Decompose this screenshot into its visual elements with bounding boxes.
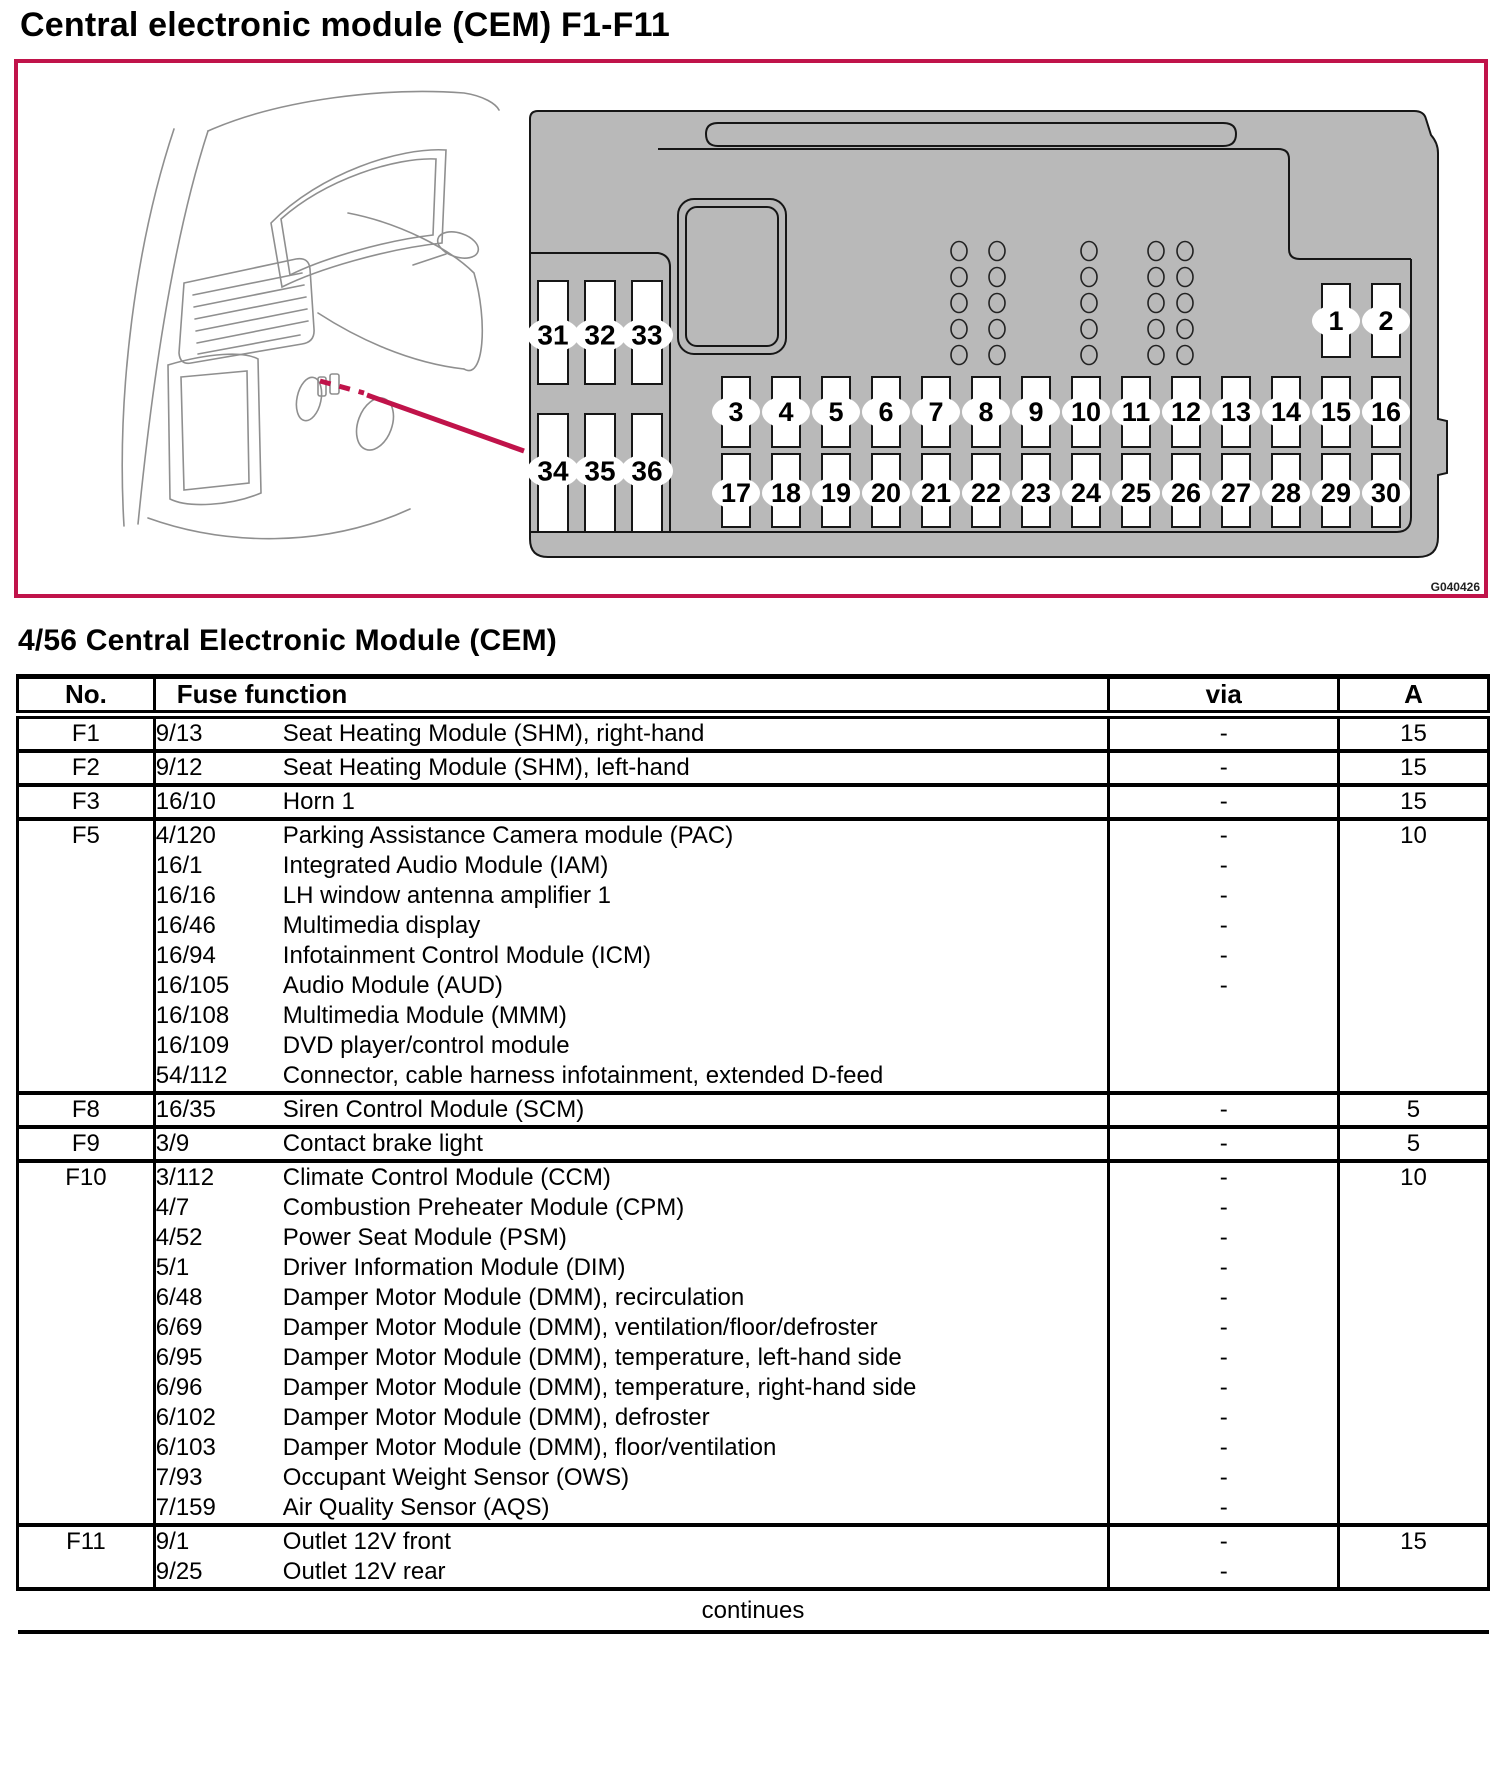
component-code: 16/108 [155,1002,230,1029]
fuse-function-line [156,1061,1108,1091]
fuse-number-cell: F2 [18,751,155,785]
section-title: 4/56 Central Electronic Module (CEM) [18,624,557,657]
component-code: 16/105 [155,972,230,999]
fuse-function-line [156,881,1108,911]
table-footer-row [18,1589,1489,1632]
via-value: - [1219,1404,1228,1431]
via-value: - [1219,972,1228,999]
component-description: Seat Heating Module (SHM), left-hand [282,754,690,781]
fuse-function-line [156,1031,1108,1061]
table-row [18,819,1489,1093]
component-code: 16/35 [155,1096,216,1123]
via-cell [1109,1525,1338,1589]
fuse-number-cell: F10 [18,1161,155,1525]
center-display-outline [181,371,249,490]
fuse-number-label: 14 [1270,397,1302,427]
stalk-line [413,254,446,265]
component-description: Audio Module (AUD) [282,972,503,999]
component-description: Multimedia Module (MMM) [282,1002,567,1029]
amperage-cell: 15 [1338,785,1488,819]
component-description: Power Seat Module (PSM) [282,1224,567,1251]
via-value: - [1219,1284,1228,1311]
fuse-number-label: 19 [820,478,852,508]
component-description: Air Quality Sensor (AQS) [282,1494,550,1521]
component-code: 7/159 [155,1494,216,1521]
fuse-function-cell [154,1161,1109,1525]
fuse-function-line [156,787,1108,817]
dash-top-line [208,92,499,131]
header-via: via [1109,677,1338,715]
center-vent-slats [193,273,308,354]
header-no: No. [18,677,155,715]
fuse-number-label: 9 [1028,397,1044,427]
via-value: - [1219,1164,1228,1191]
component-code: 16/16 [155,882,216,909]
fuse-number-label: 12 [1170,397,1202,427]
component-code: 3/112 [155,1164,215,1191]
fuse-function-line [156,1095,1108,1125]
fuse-number-label: 17 [720,478,752,508]
fuse-function-cell [154,785,1109,819]
component-code: 16/10 [155,788,216,815]
component-description: DVD player/control module [282,1032,570,1059]
fuse-function-line [156,1527,1108,1557]
via-value [1110,1001,1336,1031]
via-value: - [1219,1494,1228,1521]
via-value: - [1219,822,1228,849]
via-value: - [1219,1374,1228,1401]
component-description: Driver Information Module (DIM) [282,1254,626,1281]
fuse-function-line [156,1403,1108,1433]
continues-label: continues [18,1589,1489,1632]
fuse-function-line [156,1193,1108,1223]
fuse-function-cell [154,1127,1109,1161]
fuse-number-label: 25 [1120,478,1152,508]
via-cell [1109,785,1338,819]
table-header-row [18,677,1489,715]
via-value: - [1219,754,1228,781]
fuse-function-line [156,1557,1108,1587]
component-code: 7/93 [155,1464,203,1491]
via-cell [1109,1127,1338,1161]
component-code: 9/1 [155,1528,190,1555]
fuse-number-label: 28 [1270,478,1302,508]
fuse-number-label: 31 [537,319,569,351]
pointer-arrow-solid [367,395,524,451]
component-code: 6/48 [155,1284,203,1311]
fuse-number-label: 10 [1070,397,1102,427]
via-value: - [1219,1314,1228,1341]
fuse-number-cell: F11 [18,1525,155,1589]
component-description: Contact brake light [282,1130,483,1157]
component-code: 6/96 [155,1374,203,1401]
component-description: Damper Motor Module (DMM), defroster [282,1404,710,1431]
table-row [18,785,1489,819]
figure-frame [14,59,1488,598]
component-code: 9/25 [155,1558,203,1585]
fuse-number-label: 34 [537,455,569,487]
via-cell [1109,715,1338,752]
fuse-box-figure [18,63,1484,594]
component-description: Damper Motor Module (DMM), temperature, right-hand side [282,1374,917,1401]
via-value: - [1219,1130,1228,1157]
amperage-cell: 15 [1338,1525,1488,1589]
component-description: Outlet 12V front [282,1528,451,1555]
component-code: 4/52 [155,1224,203,1251]
fuse-function-line [156,1129,1108,1159]
via-value: - [1219,882,1228,909]
fuse-function-cell [154,715,1109,752]
cluster-opening-inner [281,159,436,275]
via-value: - [1219,912,1228,939]
component-code: 3/9 [155,1130,190,1157]
via-value: - [1219,1096,1228,1123]
component-description: Seat Heating Module (SHM), right-hand [282,720,705,747]
fuse-function-line [156,1433,1108,1463]
fuse-number-label: 36 [631,455,663,487]
fuse-function-line [156,1001,1108,1031]
fuse-function-line [156,1343,1108,1373]
component-description: Climate Control Module (CCM) [282,1164,611,1191]
via-value: - [1219,1464,1228,1491]
fuse-function-line [156,911,1108,941]
fuse-number-cell: F1 [18,715,155,752]
fuse-number-label: 6 [878,397,894,427]
fuse-function-line [156,719,1108,749]
fuse-table [16,674,1490,1634]
via-value: - [1219,1344,1228,1371]
fuse-number-label: 32 [584,319,616,351]
component-code: 9/12 [155,754,203,781]
fuse-function-line [156,1163,1108,1193]
amperage-cell: 5 [1338,1093,1488,1127]
component-code: 16/46 [155,912,216,939]
header-amp: A [1338,677,1488,715]
fuse-function-line [156,1283,1108,1313]
via-value: - [1219,942,1228,969]
via-value [1110,1031,1336,1061]
fuse-number-label: 24 [1070,478,1102,508]
component-description: Outlet 12V rear [282,1558,446,1585]
fuse-number-label: 30 [1370,478,1402,508]
component-description: Integrated Audio Module (IAM) [282,852,609,879]
cluster-opening-outer [271,150,446,287]
via-value: - [1219,1194,1228,1221]
component-code: 6/95 [155,1344,203,1371]
console-curve [318,313,464,369]
fuse-number-label: 3 [728,397,744,427]
fuse-number-label: 33 [631,319,663,351]
component-description: Multimedia display [282,912,481,939]
component-code: 16/1 [155,852,203,879]
fuse-number-label: 5 [828,397,844,427]
fuse-number-label: 15 [1320,397,1352,427]
via-cell [1109,751,1338,785]
dashboard-sketch [122,92,499,539]
fuse-number-cell: F3 [18,785,155,819]
component-description: Damper Motor Module (DMM), ventilation/floor/defroster [282,1314,878,1341]
amperage-cell: 5 [1338,1127,1488,1161]
fuse-function-line [156,1223,1108,1253]
table-row [18,1161,1489,1525]
fuse-function-line [156,1463,1108,1493]
steering-cowl-curve [348,213,482,371]
fuse-function-cell [154,1525,1109,1589]
fuse-function-line [156,1253,1108,1283]
fuse-function-line [156,821,1108,851]
component-description: Damper Motor Module (DMM), floor/ventilation [282,1434,777,1461]
fuse-number-label: 7 [928,397,944,427]
fuse-number-label: 4 [778,397,794,427]
fuse-number-label: 22 [970,478,1002,508]
figure-code: G040426 [1430,580,1480,594]
fuse-number-label: 20 [870,478,902,508]
component-code: 6/69 [155,1314,203,1341]
component-code: 16/109 [155,1032,230,1059]
table-row [18,1093,1489,1127]
component-description: LH window antenna amplifier 1 [282,882,611,909]
fuse-number-label: 23 [1020,478,1052,508]
fuse-number-label: 1 [1328,306,1344,336]
component-description: Infotainment Control Module (ICM) [282,942,651,969]
access-panel-slot-2 [330,374,339,394]
component-code: 4/120 [155,822,216,849]
fuse-function-line [156,971,1108,1001]
component-code: 16/94 [155,942,216,969]
via-value: - [1219,788,1228,815]
fuse-number-label: 18 [770,478,802,508]
fuse-function-line [156,941,1108,971]
fuse-number-label: 27 [1220,478,1252,508]
via-value: - [1219,852,1228,879]
fuse-function-cell [154,751,1109,785]
header-fuse-function: Fuse function [154,677,1109,715]
fuse-function-line [156,1373,1108,1403]
table-row [18,1127,1489,1161]
fuse-number-label: 16 [1370,397,1402,427]
component-description: Horn 1 [282,788,355,815]
fuse-function-line [156,1313,1108,1343]
amperage-cell: 15 [1338,751,1488,785]
component-description: Siren Control Module (SCM) [282,1096,585,1123]
component-code: 6/102 [155,1404,216,1431]
a-pillar-outer-line [122,129,174,526]
component-code: 9/13 [155,720,203,747]
fuse-function-cell [154,819,1109,1093]
component-description: Damper Motor Module (DMM), recirculation [282,1284,745,1311]
a-pillar-inner-line [138,131,208,524]
table-row [18,751,1489,785]
component-description: Occupant Weight Sensor (OWS) [282,1464,630,1491]
via-value: - [1219,1558,1228,1585]
component-description: Connector, cable harness infotainment, extended D-feed [282,1062,884,1089]
component-code: 5/1 [155,1254,190,1281]
fuse-number-label: 2 [1378,306,1394,336]
via-value [1110,1061,1336,1091]
fuse-function-line [156,753,1108,783]
fuse-number-label: 11 [1121,397,1151,427]
fuse-number-label: 8 [978,397,994,427]
component-code: 6/103 [155,1434,216,1461]
via-cell [1109,819,1338,1093]
fuse-number-label: 21 [920,478,952,508]
table-row [18,715,1489,752]
component-description: Parking Assistance Camera module (PAC) [282,822,734,849]
via-value: - [1219,1254,1228,1281]
via-value: - [1219,1434,1228,1461]
fuse-function-line [156,851,1108,881]
via-value: - [1219,1528,1228,1555]
table-row [18,1525,1489,1589]
ignition-cylinder [434,227,481,263]
amperage-cell: 10 [1338,1161,1488,1525]
fuse-number-label: 35 [584,455,616,487]
component-description: Combustion Preheater Module (CPM) [282,1194,685,1221]
fuse-number-label: 13 [1220,397,1252,427]
component-code: 4/7 [155,1194,190,1221]
fuse-number-cell: F9 [18,1127,155,1161]
via-cell [1109,1161,1338,1525]
component-description: Damper Motor Module (DMM), temperature, left-hand side [282,1344,902,1371]
page-title: Central electronic module (CEM) F1-F11 [20,6,670,44]
via-value: - [1219,1224,1228,1251]
fuse-number-cell: F8 [18,1093,155,1127]
amperage-cell: 10 [1338,819,1488,1093]
fuse-number-label: 29 [1320,478,1352,508]
component-code: 54/112 [155,1062,228,1089]
fuse-number-label: 26 [1170,478,1202,508]
lower-dash-curve [148,509,410,539]
fuse-number-cell: F5 [18,819,155,1093]
fuse-function-cell [154,1093,1109,1127]
fuse-function-line [156,1493,1108,1523]
via-cell [1109,1093,1338,1127]
via-value: - [1219,720,1228,747]
amperage-cell: 15 [1338,715,1488,752]
